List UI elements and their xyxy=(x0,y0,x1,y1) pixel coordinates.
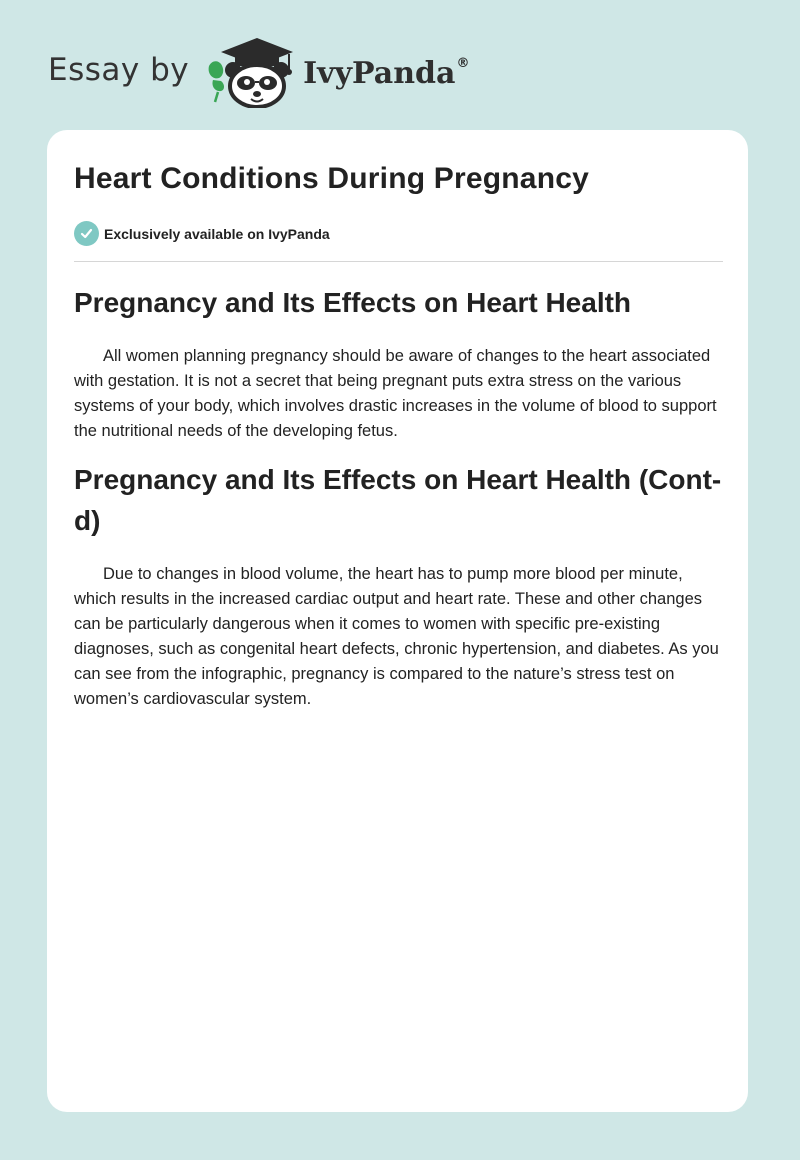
section-paragraph: Due to changes in blood volume, the heart has to pump more blood per minute, which results in the increased cardiac output and heart rate. These and other changes can be particularly dangerous when it comes to women with specific pre-existing diagnoses, such as congenital heart defects, chronic hypertension, and diabetes. As you can see from the infographic, pregnancy is compared to the nature’s stress test on women’s cardiovascular system. xyxy=(74,565,719,708)
badge-label: Exclusively available on IvyPanda xyxy=(104,225,330,242)
essay-by-label: Essay by xyxy=(48,52,190,88)
essay-card xyxy=(47,130,748,1112)
page-title: Heart Conditions During Pregnancy xyxy=(74,162,589,195)
site-header xyxy=(48,36,469,108)
section-effects-continued xyxy=(74,459,724,712)
section-heading: Pregnancy and Its Effects on Heart Health xyxy=(74,287,632,318)
brand-name: IvyPanda® xyxy=(303,55,470,91)
exclusive-badge xyxy=(74,221,330,246)
divider xyxy=(74,261,723,262)
panda-graduate-icon xyxy=(205,36,297,108)
section-heading: Pregnancy and Its Effects on Heart Health (Cont-d) xyxy=(74,464,722,536)
registered-mark: ® xyxy=(456,55,470,71)
section-effects xyxy=(74,282,724,444)
check-circle-icon xyxy=(74,221,99,246)
section-paragraph: All women planning pregnancy should be aware of changes to the heart associated with gestation. It is not a secret that being pregnant puts extra stress on the various systems of your body, which involves drastic increases in the volume of blood to support the nutritional needs of the developing fetus. xyxy=(74,347,717,440)
